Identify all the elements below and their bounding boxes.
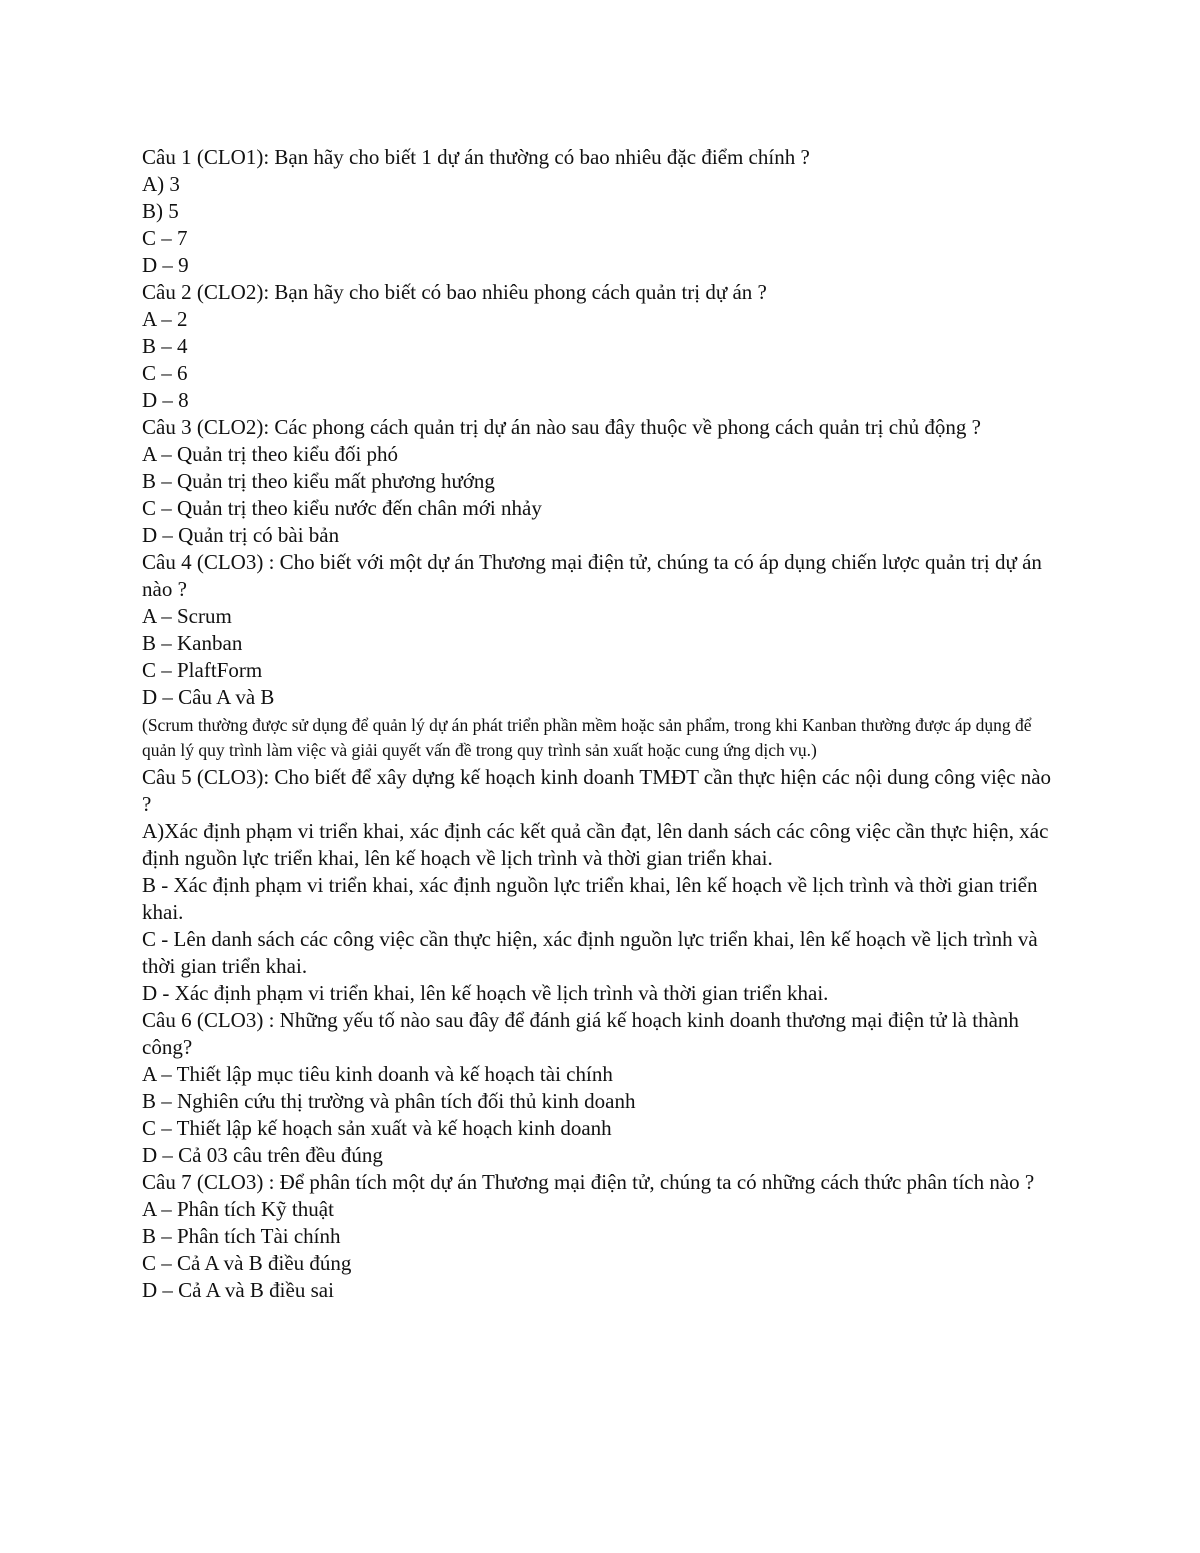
answer-option: C - Lên danh sách các công việc cần thực hiện, xác định nguồn lực triển khai, lên kế hoạch về lịch trình và thời gian triển khai. — [142, 927, 1043, 978]
question-stem: Câu 1 (CLO1): Bạn hãy cho biết 1 dự án thường có bao nhiêu đặc điểm chính ? — [142, 145, 810, 169]
question-stem: Câu 5 (CLO3): Cho biết để xây dựng kế hoạch kinh doanh TMĐT cần thực hiện các nội dung công việc nào ? — [142, 765, 1057, 816]
question-block — [142, 414, 1062, 549]
answer-option: A – Scrum — [142, 604, 232, 628]
answer-option: C – Quản trị theo kiểu nước đến chân mới nhảy — [142, 496, 542, 520]
question-stem: Câu 7 (CLO3) : Để phân tích một dự án Thương mại điện tử, chúng ta có những cách thức phân tích nào ? — [142, 1170, 1035, 1194]
answer-option: D – Cả 03 câu trên đều đúng — [142, 1143, 383, 1167]
question-block — [142, 144, 1062, 279]
answer-option: D – 8 — [142, 388, 189, 412]
question-sheet — [142, 144, 1062, 1304]
question-block — [142, 1007, 1062, 1169]
answer-option: B) 5 — [142, 199, 179, 223]
answer-option: D – Quản trị có bài bản — [142, 523, 340, 547]
answer-option: B - Xác định phạm vi triển khai, xác định nguồn lực triển khai, lên kế hoạch về lịch trình và thời gian triển khai. — [142, 873, 1043, 924]
answer-option: A – Phân tích Kỹ thuật — [142, 1197, 334, 1221]
question-block — [142, 279, 1062, 414]
answer-option: D - Xác định phạm vi triển khai, lên kế hoạch về lịch trình và thời gian triển khai. — [142, 981, 829, 1005]
answer-option: D – 9 — [142, 253, 189, 277]
answer-option: C – Thiết lập kế hoạch sản xuất và kế hoạch kinh doanh — [142, 1116, 612, 1140]
answer-option: C – Cả A và B điều đúng — [142, 1251, 352, 1275]
answer-option: B – Quản trị theo kiểu mất phương hướng — [142, 469, 495, 493]
explanation-note: (Scrum thường được sử dụng để quản lý dự án phát triển phần mềm hoặc sản phẩm, trong khi Kanban thường được áp dụng để quản lý quy trình làm việc và giải quyết vấn đề trong quy trình sản xuất hoặc cung ứng dịch vụ.) — [142, 715, 1036, 760]
answer-option: B – Kanban — [142, 631, 243, 655]
question-block — [142, 764, 1062, 1007]
question-stem: Câu 3 (CLO2): Các phong cách quản trị dự án nào sau đây thuộc về phong cách quản trị chủ động ? — [142, 415, 981, 439]
question-stem: Câu 4 (CLO3) : Cho biết với một dự án Thương mại điện tử, chúng ta có áp dụng chiến lược quản trị dự án nào ? — [142, 550, 1048, 601]
question-stem: Câu 2 (CLO2): Bạn hãy cho biết có bao nhiêu phong cách quản trị dự án ? — [142, 280, 767, 304]
answer-option: A – Quản trị theo kiểu đối phó — [142, 442, 399, 466]
answer-option: A – 2 — [142, 307, 188, 331]
question-block — [142, 1169, 1062, 1304]
question-block — [142, 549, 1062, 764]
answer-option: B – 4 — [142, 334, 188, 358]
answer-option: A) 3 — [142, 172, 180, 196]
answer-option: B – Phân tích Tài chính — [142, 1224, 341, 1248]
answer-option: C – PlaftForm — [142, 658, 263, 682]
question-stem: Câu 6 (CLO3) : Những yếu tố nào sau đây để đánh giá kế hoạch kinh doanh thương mại điện tử là thành công? — [142, 1008, 1025, 1059]
answer-option: B – Nghiên cứu thị trường và phân tích đối thủ kinh doanh — [142, 1089, 636, 1113]
answer-option: D – Câu A và B — [142, 685, 275, 709]
answer-option: C – 7 — [142, 226, 188, 250]
answer-option: A)Xác định phạm vi triển khai, xác định các kết quả cần đạt, lên danh sách các công việc cần thực hiện, xác định nguồn lực triển khai, lên kế hoạch về lịch trình và thời gian triển khai. — [142, 819, 1054, 870]
answer-option: C – 6 — [142, 361, 188, 385]
answer-option: A – Thiết lập mục tiêu kinh doanh và kế hoạch tài chính — [142, 1062, 613, 1086]
answer-option: D – Cả A và B điều sai — [142, 1278, 334, 1302]
